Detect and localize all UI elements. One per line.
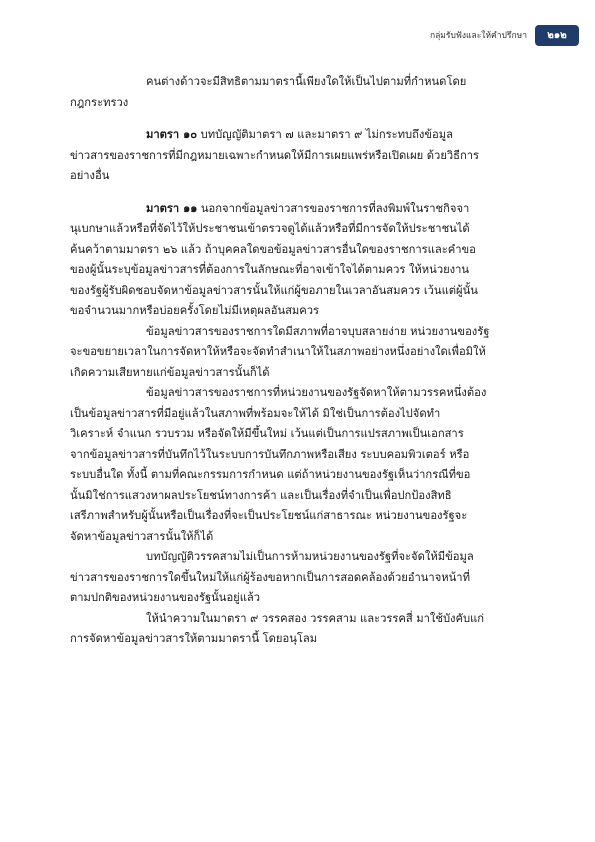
text-line: คนต่างด้าวจะมีสิทธิตามมาตรานี้เพียงใดให้เป็นไปตามที่กำหนดโดย	[146, 75, 467, 88]
text-line: ข้อมูลข่าวสารของราชการที่หน่วยงานของรัฐจัดหาให้ตามวรรคหนึ่งต้อง	[146, 386, 487, 399]
text-line: ของรัฐผู้รับผิดชอบจัดหาข้อมูลข่าวสารนั้นให้แก่ผู้ขอภายในเวลาอันสมควร เว้นแต่ผู้นั้น	[70, 283, 478, 297]
text-line: จะขอขยายเวลาในการจัดหาให้หรือจะจัดทำสำเนาให้ในสภาพอย่างหนึ่งอย่างใดเพื่อมิให้	[70, 345, 486, 358]
text-line: เกิดความเสียหายแก่ข้อมูลข่าวสารนั้นก็ได้	[70, 365, 270, 379]
section-10	[70, 125, 532, 187]
document-body	[70, 72, 532, 650]
text-line: การจัดหาข้อมูลข่าวสารให้ตามมาตรานี้ โดยอนุโลม	[70, 632, 318, 645]
section-label: มาตรา ๑๐	[146, 128, 198, 141]
text-line: ข้อมูลข่าวสารของราชการใดมีสภาพที่อาจบุบสลายง่าย หน่วยงานของรัฐ	[146, 324, 490, 338]
text-line: อย่างอื่น	[70, 169, 110, 182]
text-line: บทบัญญัติวรรคสามไม่เป็นการห้ามหน่วยงานของรัฐที่จะจัดให้มีข้อมูล	[146, 550, 474, 563]
text-line: เป็นข้อมูลข่าวสารที่มีอยู่แล้วในสภาพที่พร้อมจะให้ได้ มิใช่เป็นการต้องไปจัดทำ	[70, 406, 441, 420]
paragraph-4	[70, 322, 532, 384]
text-line	[70, 125, 532, 146]
text-span: บทบัญญัติมาตรา ๗ และมาตรา ๙ ไม่กระทบถึงข้อมูล	[197, 128, 453, 141]
text-line: ตามปกติของหน่วยงานของรัฐนั้นอยู่แล้ว	[70, 591, 261, 604]
text-line: กฎกระทรวง	[70, 95, 129, 109]
page-number-badge: ๒๑๒	[535, 25, 579, 46]
page-header	[430, 24, 579, 46]
paragraph-5	[70, 383, 532, 547]
header-title: กลุ่มรับฟังและให้คำปรึกษา	[429, 31, 527, 41]
text-line	[70, 199, 532, 220]
text-line: จากข้อมูลข่าวสารที่บันทึกไว้ในระบบการบันทึกภาพหรือเสียง ระบบคอมพิวเตอร์ หรือ	[70, 447, 470, 461]
text-line: นุเบกษาแล้วหรือที่จัดไว้ให้ประชาชนเข้าตรวจดูได้แล้วหรือที่มีการจัดให้ประชาชนได้	[70, 222, 470, 235]
section-label: มาตรา ๑๑	[146, 201, 198, 215]
text-line: ของผู้นั้นระบุข้อมูลข่าวสารที่ต้องการในลักษณะที่อาจเข้าใจได้ตามควร ให้หน่วยงาน	[70, 263, 470, 276]
text-line: ข่าวสารของราชการที่มีกฎหมายเฉพาะกำหนดให้มีการเผยแพร่หรือเปิดเผย ด้วยวิธีการ	[70, 148, 480, 162]
paragraph-1	[70, 72, 532, 113]
text-line: ระบบอื่นใด ทั้งนี้ ตามที่คณะกรรมการกำหนด แต่ถ้าหน่วยงานของรัฐเห็นว่ากรณีที่ขอ	[70, 468, 471, 481]
text-line: ข่าวสารของราชการใดขึ้นใหม่ให้แก่ผู้ร้องขอหากเป็นการสอดคล้องด้วยอำนาจหน้าที่	[70, 570, 470, 584]
text-line: ค้นคว้าตามมาตรา ๒๖ แล้ว ถ้าบุคคลใดขอข้อมูลข่าวสารอื่นใดของราชการและคำขอ	[70, 242, 476, 256]
text-line: เสรีภาพสำหรับผู้นั้นหรือเป็นเรื่องที่จะเป็นประโยชน์แก่สาธารณะ หน่วยงานของรัฐจะ	[70, 509, 468, 522]
text-line: นั้นมิใช่การแสวงหาผลประโยชน์ทางการค้า และเป็นเรื่องที่จำเป็นเพื่อปกป้องสิทธิ	[70, 488, 452, 502]
text-line: ขอจำนวนมากหรือบ่อยครั้งโดยไม่มีเหตุผลอันสมควร	[70, 304, 320, 317]
text-line: ให้นำความในมาตรา ๙ วรรคสอง วรรคสาม และวรรคสี่ มาใช้บังคับแก่	[146, 611, 485, 625]
section-11	[70, 199, 532, 322]
text-span: นอกจากข้อมูลข่าวสารของราชการที่ลงพิมพ์ในราชกิจจา	[197, 201, 470, 215]
text-line: จัดหาข้อมูลข่าวสารนั้นให้ก็ได้	[70, 529, 214, 543]
paragraph-6	[70, 547, 532, 609]
text-line: วิเคราะห์ จำแนก รวบรวม หรือจัดให้มีขึ้นใหม่ เว้นแต่เป็นการแปรสภาพเป็นเอกสาร	[70, 427, 464, 440]
paragraph-7	[70, 609, 532, 650]
